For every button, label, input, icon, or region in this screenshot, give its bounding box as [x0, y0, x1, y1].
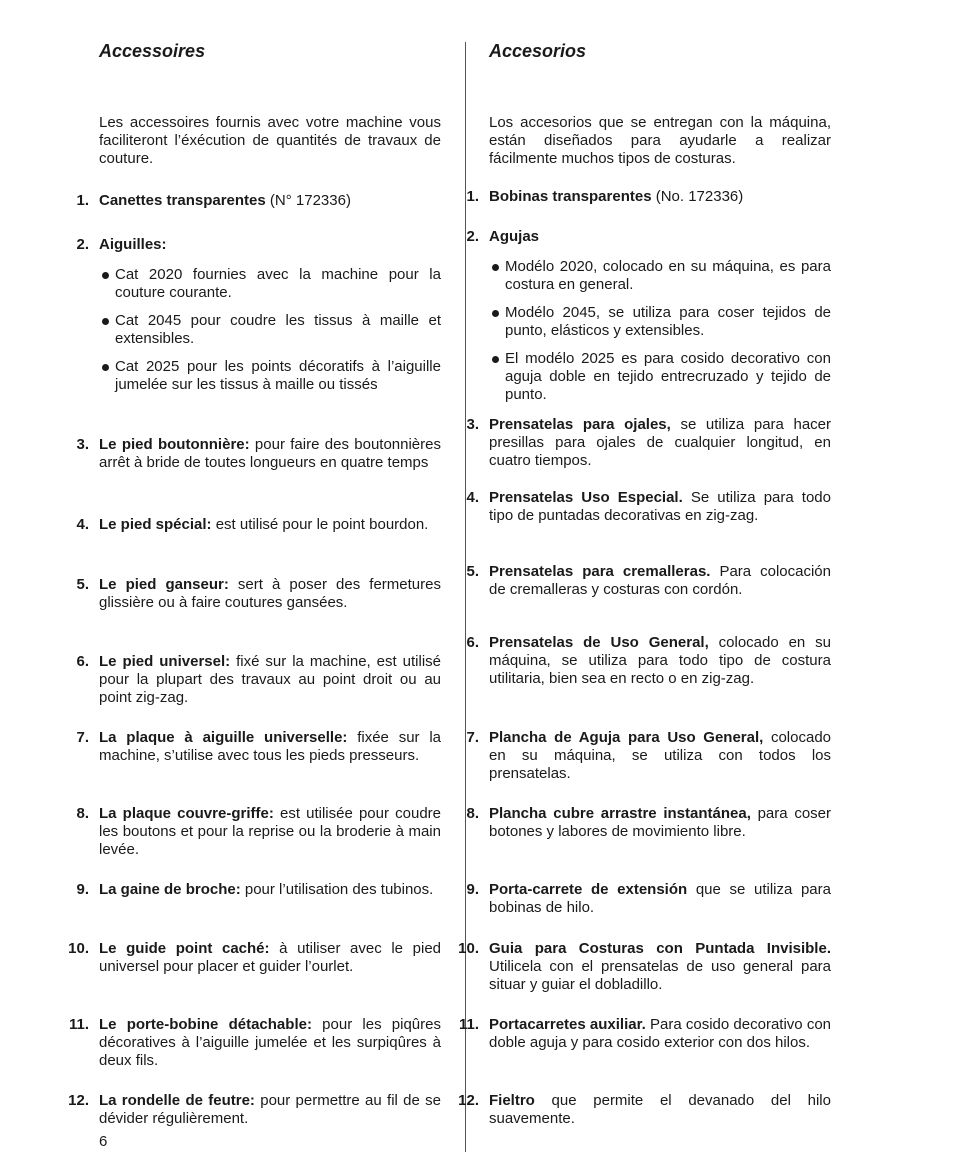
list-item: Modélo 2020, colocado en su máquina, es para costura en general. — [489, 258, 831, 294]
item-text: est utilisé pour le point bourdon. — [211, 516, 429, 533]
french-item-6 — [76, 653, 441, 707]
spanish-item-6 — [466, 634, 831, 688]
item-text: fixé sur la machine, est utilisé pour la plupart des travaux au point droit ou au point zig-zag. — [99, 653, 441, 706]
french-item-3 — [76, 436, 441, 472]
item-text: para coser botones y labores de movimiento libre. — [489, 805, 831, 840]
item-number: 3. — [466, 416, 479, 433]
item-title: Plancha cubre arrastre instantánea, — [489, 805, 751, 822]
item-text: à utiliser avec le pied universel pour placer et guider l’ourlet. — [99, 940, 442, 975]
french-item-9 — [76, 881, 441, 899]
item-number: 9. — [76, 881, 89, 898]
item-text: Para colocación de cremalleras y costuras con cordón. — [489, 563, 831, 598]
item-number: 6. — [466, 634, 479, 651]
item-text: se utiliza para hacer presillas para ojales de cualquier longitud, en cuatro tiempos. — [489, 416, 832, 469]
french-item-2 — [76, 236, 441, 404]
needle-list — [99, 266, 441, 394]
item-title: Aiguilles: — [99, 236, 167, 253]
list-item: Cat 2025 pour les points décoratifs à l’aiguille jumelée sur les tissus à maille ou tissés — [99, 358, 441, 394]
item-number: 12. — [458, 1092, 479, 1109]
french-intro: Les accessoires fournis avec votre machine vous faciliteront l’éxécution de quantités de travaux de couture. — [99, 114, 441, 167]
item-title: Prensatelas Uso Especial. — [489, 489, 683, 506]
item-title: Le pied universel: — [99, 653, 231, 670]
item-text: pour l’utilisation des tubinos. — [240, 881, 434, 898]
item-number: 11. — [458, 1016, 479, 1033]
item-number: 8. — [76, 805, 89, 822]
item-title: La plaque à aiguille universelle: — [99, 729, 348, 746]
item-number: 1. — [466, 188, 479, 205]
spanish-intro: Los accesorios que se entregan con la máquina, están diseñados para ayudarle a realizar fácilmente muchos tipos de costuras. — [489, 114, 831, 167]
french-item-11 — [68, 1016, 441, 1070]
spanish-item-7 — [466, 729, 831, 783]
spanish-heading: Accesorios — [489, 41, 587, 61]
french-item-7 — [76, 729, 441, 765]
item-title: Fieltro — [489, 1092, 535, 1109]
item-number: 4. — [466, 489, 479, 506]
item-text: que se utiliza para bobinas de hilo. — [489, 881, 831, 916]
french-item-12 — [68, 1092, 441, 1128]
spanish-item-1 — [466, 188, 831, 206]
item-text: Se utiliza para todo tipo de puntadas decorativas en zig-zag. — [489, 489, 831, 524]
item-title: La plaque couvre-griffe: — [99, 805, 274, 822]
item-title: La gaine de broche: — [99, 881, 241, 898]
french-item-10 — [68, 940, 442, 976]
item-title: Portacarretes auxiliar. — [489, 1016, 646, 1033]
item-number: 7. — [466, 729, 479, 746]
item-text: (No. 172336) — [651, 188, 744, 205]
item-title: Bobinas transparentes — [489, 188, 652, 205]
item-title: Prensatelas para cremalleras. — [489, 563, 711, 580]
item-title: Prensatelas de Uso General, — [489, 634, 709, 651]
spanish-item-3 — [466, 416, 832, 470]
item-number: 10. — [68, 940, 89, 957]
french-item-8 — [76, 805, 442, 859]
item-number: 2. — [466, 228, 479, 245]
item-title: Le guide point caché: — [99, 940, 270, 957]
item-number: 2. — [76, 236, 89, 253]
french-item-1 — [76, 192, 441, 210]
item-title: Le porte-bobine détachable: — [99, 1016, 312, 1033]
item-text: colocado en su máquina, se utiliza con todos los prensatelas. — [489, 729, 831, 782]
item-title: Prensatelas para ojales, — [489, 416, 671, 433]
item-title: Le pied ganseur: — [99, 576, 229, 593]
column-divider — [465, 42, 466, 1152]
spanish-item-12 — [458, 1092, 831, 1128]
item-number: 3. — [76, 436, 89, 453]
list-item: Cat 2045 pour coudre les tissus à maille et extensibles. — [99, 312, 441, 348]
french-item-5 — [76, 576, 441, 612]
item-number: 8. — [466, 805, 479, 822]
item-number: 9. — [466, 881, 479, 898]
item-title: La rondelle de feutre: — [99, 1092, 255, 1109]
item-text: pour faire des boutonnières arrêt à bride de toutes longueurs en quatre temps — [99, 436, 441, 471]
list-item: Modélo 2045, se utiliza para coser tejidos de punto, elásticos y extensibles. — [489, 304, 831, 340]
item-number: 1. — [76, 192, 89, 209]
spanish-item-5 — [466, 563, 831, 599]
page-number: 6 — [99, 1133, 108, 1150]
needle-list — [489, 258, 831, 404]
item-text: pour les piqûres décoratives à l’aiguille jumelée et les surpiqûres à deux fils. — [99, 1016, 441, 1069]
list-item: Cat 2020 fournies avec la machine pour la couture courante. — [99, 266, 441, 302]
item-text: (N° 172336) — [265, 192, 351, 209]
item-title: Le pied spécial: — [99, 516, 212, 533]
item-title: Agujas — [489, 228, 540, 245]
item-number: 12. — [68, 1092, 89, 1109]
item-text: Para cosido decorativo con doble aguja y para cosido exterior con dos hilos. — [489, 1016, 832, 1051]
item-number: 6. — [76, 653, 89, 670]
french-heading: Accessoires — [99, 41, 206, 61]
item-number: 4. — [76, 516, 89, 533]
item-text: sert à poser des fermetures glissière ou à faire coutures gansées. — [99, 576, 441, 611]
item-number: 7. — [76, 729, 89, 746]
item-text: que permite el devanado del hilo suavemente. — [489, 1092, 831, 1127]
item-text: colocado en su máquina, se utiliza para todo tipo de costura utilitaria, bien sea en recto o en zig-zag. — [489, 634, 831, 687]
item-text: fixée sur la machine, s’utilise avec tous les pieds presseurs. — [99, 729, 441, 764]
list-item: El modélo 2025 es para cosido decorativo con aguja doble en tejido entrecruzado y tejido de punto. — [489, 350, 831, 404]
item-title: Canettes transparentes — [99, 192, 266, 209]
spanish-item-9 — [466, 881, 831, 917]
item-title: Plancha de Aguja para Uso General, — [489, 729, 764, 746]
spanish-item-11 — [458, 1016, 832, 1052]
item-title: Porta-carrete de extensión — [489, 881, 688, 898]
spanish-item-2 — [466, 228, 831, 414]
item-number: 5. — [76, 576, 89, 593]
spanish-item-4 — [466, 489, 831, 525]
item-number: 10. — [458, 940, 479, 957]
item-number: 11. — [68, 1016, 89, 1033]
item-text: pour permettre au fil de se dévider régulièrement. — [99, 1092, 441, 1127]
item-text: Utilicela con el prensatelas de uso general para situar y guiar el dobladillo. — [489, 958, 831, 993]
spanish-item-10 — [458, 940, 831, 994]
item-number: 5. — [466, 563, 479, 580]
item-text: est utilisée pour coudre les boutons et pour la reprise ou la broderie à main levée. — [99, 805, 442, 858]
item-title: Guia para Costuras con Puntada Invisible. — [489, 940, 831, 957]
item-title: Le pied boutonnière: — [99, 436, 250, 453]
french-item-4 — [76, 516, 441, 534]
spanish-item-8 — [466, 805, 831, 841]
